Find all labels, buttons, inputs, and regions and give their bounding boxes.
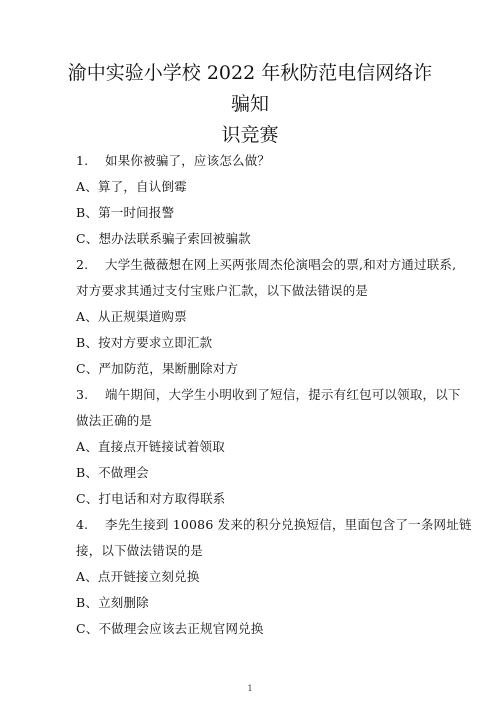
question-text: 大学生薇薇想在网上买两张周杰伦演唱会的票,和对方通过联系, <box>105 257 457 272</box>
option-4a: A、点开链接立刻兑换 <box>76 569 200 584</box>
question-3 <box>76 382 461 408</box>
question-text: 李先生接到 10086 发来的积分兑换短信，里面包含了一条网址链 <box>105 517 472 532</box>
option-4c: C、不做理会应该去正规官网兑换 <box>76 621 264 636</box>
question-text: 如果你被骗了，应该怎么做？ <box>105 153 271 168</box>
quiz-content <box>76 148 472 642</box>
option-2b: B、按对方要求立即汇款 <box>76 335 213 350</box>
question-number: 2. <box>76 257 89 272</box>
title-line-1: 渝中实验小学校 2022 年秋防范电信网络诈骗知 <box>67 62 433 115</box>
question-4-continued: 接，以下做法错误的是 <box>76 543 204 558</box>
page-number: 1 <box>247 684 253 693</box>
question-3-continued: 做法正确的是 <box>76 413 153 428</box>
option-2a: A、从正规渠道购票 <box>76 309 187 324</box>
option-3c: C、打电话和对方取得联系 <box>76 491 226 506</box>
question-2-continued: 对方要求其通过支付宝账户汇款，以下做法错误的是 <box>76 283 369 298</box>
question-number: 4. <box>76 517 89 532</box>
question-text: 端午期间，大学生小明收到了短信，提示有红包可以领取，以下 <box>105 387 461 402</box>
option-1a: A、算了，自认倒霉 <box>76 179 187 194</box>
question-4 <box>76 512 472 538</box>
title-line-2: 识竞赛 <box>221 124 279 146</box>
question-number: 1. <box>76 153 89 168</box>
page-title <box>60 58 440 151</box>
option-3b: B、不做理会 <box>76 465 149 480</box>
option-3a: A、直接点开链接试着领取 <box>76 439 225 454</box>
option-4b: B、立刻删除 <box>76 595 149 610</box>
option-1b: B、第一时间报警 <box>76 205 175 220</box>
question-2 <box>76 252 457 278</box>
question-number: 3. <box>76 387 89 402</box>
option-2c: C、严加防范，果断删除对方 <box>76 361 239 376</box>
option-1c: C、想办法联系骗子索回被骗款 <box>76 231 251 246</box>
question-1 <box>76 148 426 174</box>
